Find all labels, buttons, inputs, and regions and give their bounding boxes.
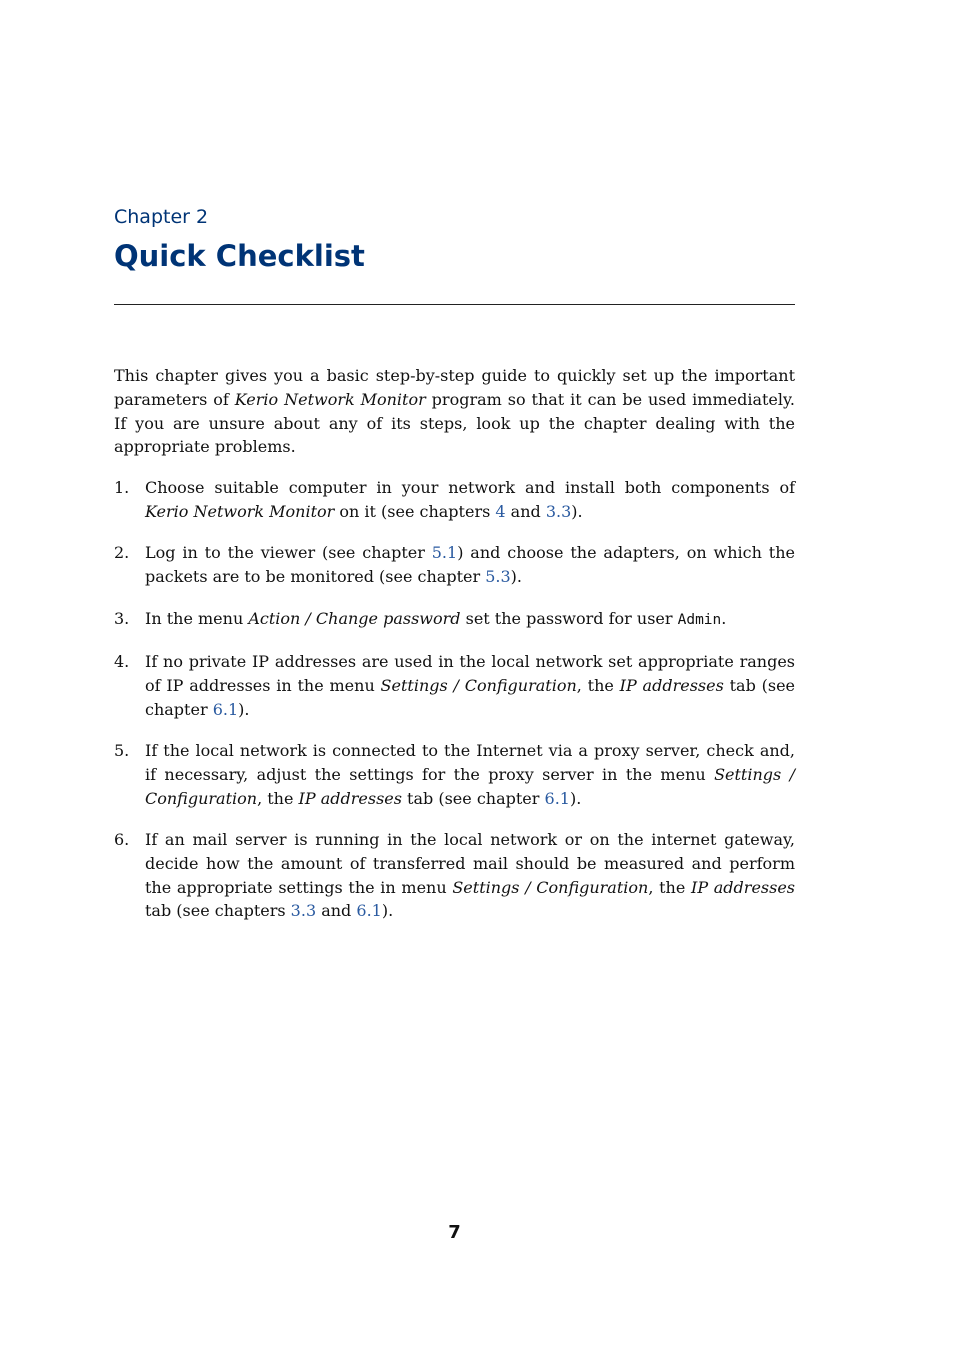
step-text: tab (see chapter [401,788,545,808]
username: Admin [677,611,722,628]
chapter-label: Chapter 2 [114,206,209,228]
product-name: Kerio Network Monitor [145,501,335,521]
step-number: 1. [114,478,130,498]
checklist-item-4 [114,650,795,721]
step-number: 2. [114,543,130,563]
step-text: ). [381,901,394,921]
menu-path: Settings / Configuration [452,877,649,897]
step-number: 5. [114,740,130,760]
checklist-item-6 [114,828,795,923]
step-text: and [316,901,357,921]
checklist-item-3 [114,607,795,633]
product-name: Kerio Network Monitor [234,389,426,409]
step-number: 6. [114,829,130,849]
checklist-item-2 [114,541,795,589]
step-text: tab (see chapter [145,675,796,719]
tab-name: IP addresses [619,675,724,695]
step-text: ). [510,567,522,587]
step-text: . [721,608,727,628]
step-text: ). [569,788,582,808]
chapter-link[interactable]: 6.1 [356,901,382,921]
chapter-link[interactable]: 4 [495,501,506,521]
chapter-link[interactable]: 3.3 [290,901,317,921]
step-text: ). [238,699,250,719]
menu-path: Settings / Configuration [380,675,577,695]
step-text: If the local network is connected to the Internet via a proxy server, check and, if necessary, adjust the settings for the proxy server in the menu [145,740,795,784]
step-text: tab (see chapters [145,901,291,921]
step-text: and [505,501,546,521]
step-text: ) and choose the adapters, on which the packets are to be monitored (see chapter [145,543,795,587]
step-text: If an mail server is running in the local network or on the internet gateway, decide how the amount of transferred mail should be measured and perform the appropriate settings the in menu [145,829,795,897]
checklist [114,476,795,923]
tab-name: IP addresses [691,877,796,897]
step-text: Choose suitable computer in your network and install both components of [145,478,795,498]
tab-name: IP addresses [298,788,402,808]
menu-path: Action / Change password [248,608,461,628]
step-text: on it (see chapters [334,501,496,521]
intro-text: This chapter gives you a basic step-by-step guide to quickly set up the important parameters of [114,366,795,409]
checklist-item-5 [114,739,795,810]
intro-text: program so that it can be used immediately. If you are unsure about any of its steps, look up the chapter dealing with the appropriate problems. [114,389,795,457]
step-text: set the password for user [460,608,678,628]
intro-paragraph [114,364,795,459]
chapter-title: Quick Checklist [114,239,365,273]
menu-path: Settings / Configuration [145,764,795,808]
step-text: , the [576,675,620,695]
chapter-link[interactable]: 5.1 [431,543,458,563]
step-text: If no private IP addresses are used in the local network set appropriate ranges of IP addresses in the menu [145,651,795,695]
step-number: 4. [114,651,130,671]
step-text: In the menu [145,608,249,628]
chapter-link[interactable]: 5.3 [485,567,511,587]
step-text: Log in to the viewer (see chapter [145,543,432,563]
chapter-link[interactable]: 6.1 [544,788,570,808]
page-number: 7 [448,1222,461,1243]
step-text: , the [257,788,299,808]
chapter-link[interactable]: 3.3 [545,501,572,521]
step-number: 3. [114,608,130,628]
chapter-body [114,364,795,941]
heading-divider [114,304,795,305]
step-text: ). [571,501,583,521]
checklist-item-1 [114,476,795,524]
step-text: , the [648,877,691,897]
chapter-link[interactable]: 6.1 [212,699,239,719]
